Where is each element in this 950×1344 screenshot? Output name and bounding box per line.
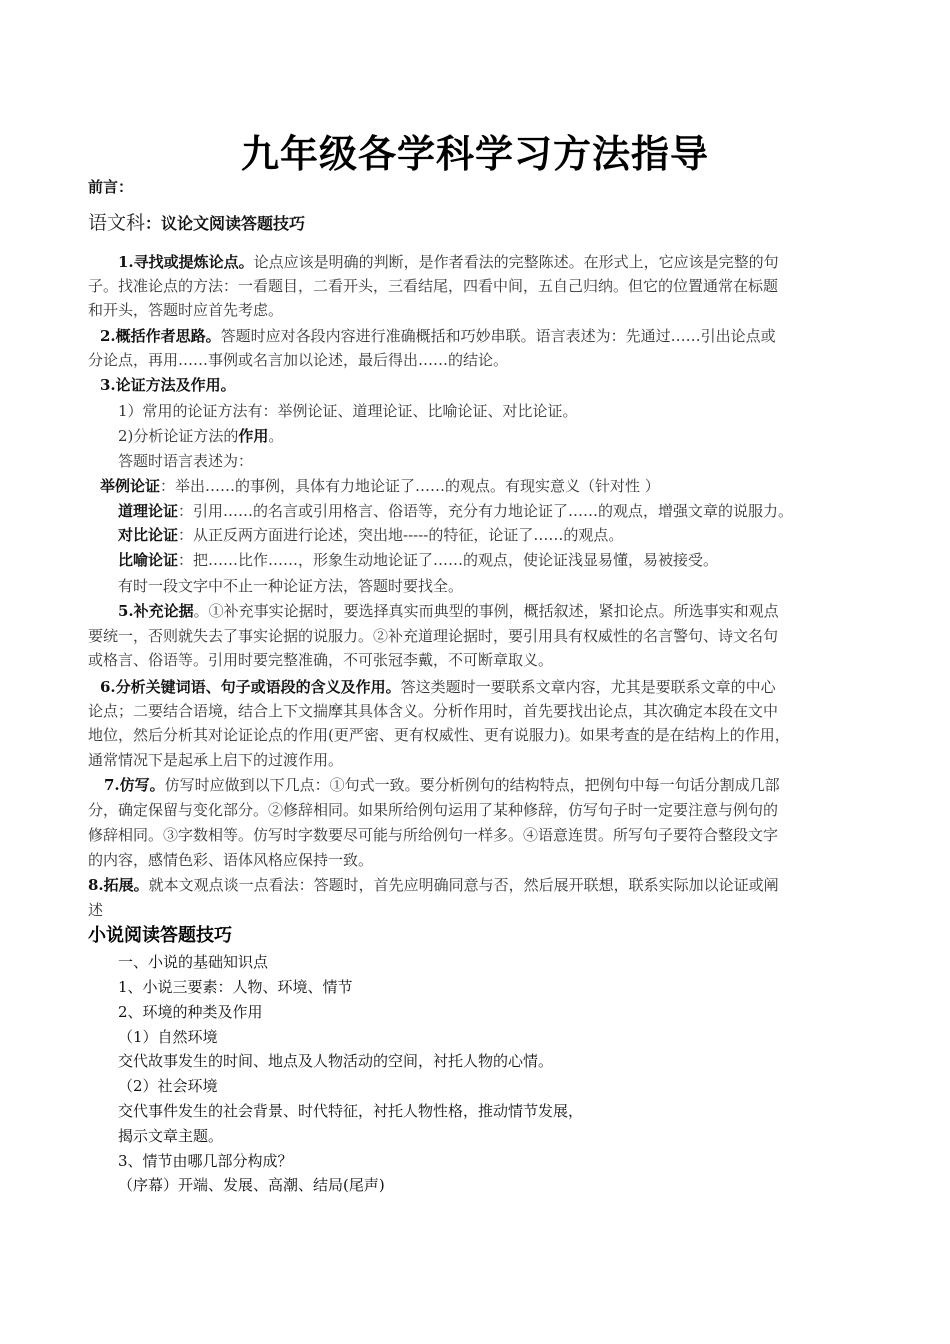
multiple-methods-note: 有时一段文字中不止一种论证方法，答题时要找全。	[118, 577, 464, 595]
reason-argument-text: ：引用……的名言或引用格言、俗语等，充分有力地论证了……的观点，增强文章的说服力。	[178, 502, 794, 520]
example-argument-label: 举例论证	[100, 477, 161, 495]
example-argument	[100, 475, 660, 497]
metaphor-argument-text: ：把……比作……，形象生动地论证了……的观点，使论证浅显易懂，易被接受。	[178, 551, 719, 569]
point-7-text: 仿写时应做到以下几点：①句式一致。要分析例句的结构特点，把例句中每一句话分割成几部	[164, 776, 780, 794]
paragraph-5-line-3: 或格言、俗语等。引用时要完整准确，不可张冠李戴，不可断章取义。	[88, 651, 554, 669]
novel-item-8: 揭示文章主题。	[118, 1127, 224, 1145]
paragraph-7-line-3: 修辞相同。③字数相等。仿写时字数要尽可能与所给例句一样多。④语意连贯。所写句子要符合整段文字	[88, 826, 779, 844]
paragraph-6-line-4: 通常情况下是起承上启下的过渡作用。	[88, 751, 344, 769]
paragraph-5-line-1	[118, 600, 779, 622]
methods-analysis	[118, 425, 283, 447]
point-8-text: 就本文观点谈一点看法：答题时，首先应明确同意与否，然后展开联想，联系实际加以论证或阐	[148, 876, 779, 894]
point-7-heading: 7.仿写。	[104, 776, 165, 794]
paragraph-6-line-2: 论点；二要结合语境，结合上下文揣摩其具体含义。分析作用时，首先要找出论点，其次确定本段在文中	[88, 702, 779, 720]
chinese-heading-tail: ：议论文阅读答题技巧	[145, 214, 306, 233]
answer-expression-label: 答题时语言表述为：	[118, 452, 254, 470]
point-8-heading: 8.拓展。	[88, 876, 149, 894]
point-3-heading: 3.论证方法及作用。	[100, 376, 236, 394]
novel-item-1: 一、小说的基础知识点	[118, 953, 269, 971]
example-argument-text: ：举出……的事例，具体有力地论证了……的观点。有现实意义（针对性 ）	[160, 477, 660, 495]
point-1-text: 论点应该是明确的判断，是作者看法的完整陈述。在形式上，它应该是完整的句	[253, 253, 779, 271]
novel-item-3: 2、环境的种类及作用	[118, 1003, 263, 1021]
novel-item-4: （1）自然环境	[118, 1028, 218, 1046]
chinese-heading-lead: 语文科	[88, 212, 146, 234]
metaphor-argument-label: 比喻论证	[118, 551, 179, 569]
point-6-text: 答这类题时一要联系文章内容，尤其是要联系文章的中心	[400, 678, 776, 696]
chinese-section-heading	[88, 212, 305, 235]
metaphor-argument	[118, 549, 718, 571]
paragraph-6-line-1	[100, 676, 776, 698]
paragraph-1-line-3: 和开头，答题时应首先考虑。	[88, 301, 284, 319]
paragraph-1-line-1	[118, 251, 779, 273]
contrast-argument-text: ：从正反两方面进行论述，突出地-----的特征，论证了……的观点。	[178, 526, 624, 544]
reason-argument-label: 道理论证	[118, 502, 179, 520]
methods-list: 1）常用的论证方法有：举例论证、道理论证、比喻论证、对比论证。	[118, 402, 578, 420]
paragraph-5-line-2: 要统一，否则就失去了事实论据的说服力。②补充道理论据时，要引用具有权威性的名言警句、诗文名句	[88, 627, 779, 645]
reason-argument	[118, 500, 793, 522]
novel-item-5: 交代故事发生的时间、地点及人物活动的空间，衬托人物的心情。	[118, 1052, 554, 1070]
novel-section-heading: 小说阅读答题技巧	[88, 925, 232, 946]
point-2-text: 答题时应对各段内容进行准确概括和巧妙串联。语言表述为：先通过……引出论点或	[220, 327, 776, 345]
paragraph-6-line-3: 地位，然后分析其对论证论点的作用(更严密、更有权威性、更有说服力)。如果考查的是在结构上的作用，	[88, 726, 790, 744]
document-title: 九年级各学科学习方法指导	[240, 132, 709, 176]
paragraph-2-line-2: 分论点，再用……事例或名言加以论述，最后得出……的结论。	[88, 351, 509, 369]
contrast-argument	[118, 524, 623, 546]
point-5-text: 。①补充事实论据时，要选择真实而典型的事例，概括叙述，紧扣论点。所选事实和观点	[193, 602, 779, 620]
point-5-heading: 5.补充论据	[118, 602, 194, 620]
paragraph-7-line-1	[104, 774, 780, 796]
point-6-heading: 6.分析关键词语、句子或语段的含义及作用。	[100, 678, 401, 696]
methods-analysis-a: 2)分析论证方法的	[118, 427, 239, 445]
contrast-argument-label: 对比论证	[118, 526, 179, 544]
novel-item-7: 交代事件发生的社会背景、时代特征，衬托人物性格，推动情节发展，	[118, 1102, 584, 1120]
novel-item-2: 1、小说三要素：人物、环境、情节	[118, 978, 353, 996]
paragraph-2-line-1	[100, 325, 776, 347]
point-1-heading: 1.寻找或提炼论点。	[118, 253, 254, 271]
methods-analysis-b: 作用	[238, 427, 269, 445]
novel-item-10: （序幕）开端、发展、高潮、结局(尾声)	[118, 1176, 385, 1194]
point-2-heading: 2.概括作者思路。	[100, 327, 221, 345]
novel-item-9: 3、情节由哪几部分构成？	[118, 1152, 293, 1170]
paragraph-8-line-1	[88, 874, 779, 896]
novel-item-6: （2）社会环境	[118, 1077, 218, 1095]
paragraph-8-line-2: 述	[88, 901, 104, 919]
paragraph-7-line-4: 的内容，感情色彩、语体风格应保持一致。	[88, 851, 374, 869]
preface-heading: 前言：	[88, 178, 134, 196]
paragraph-1-line-2: 子。找准论点的方法：一看题目，二看开头，三看结尾，四看中间，五自己归纳。但它的位置通常在标题	[88, 277, 779, 295]
methods-analysis-c: 。	[268, 427, 284, 445]
paragraph-7-line-2: 分，确定保留与变化部分。②修辞相同。如果所给例句运用了某种修辞，仿写句子时一定要注意与例句的	[88, 801, 779, 819]
